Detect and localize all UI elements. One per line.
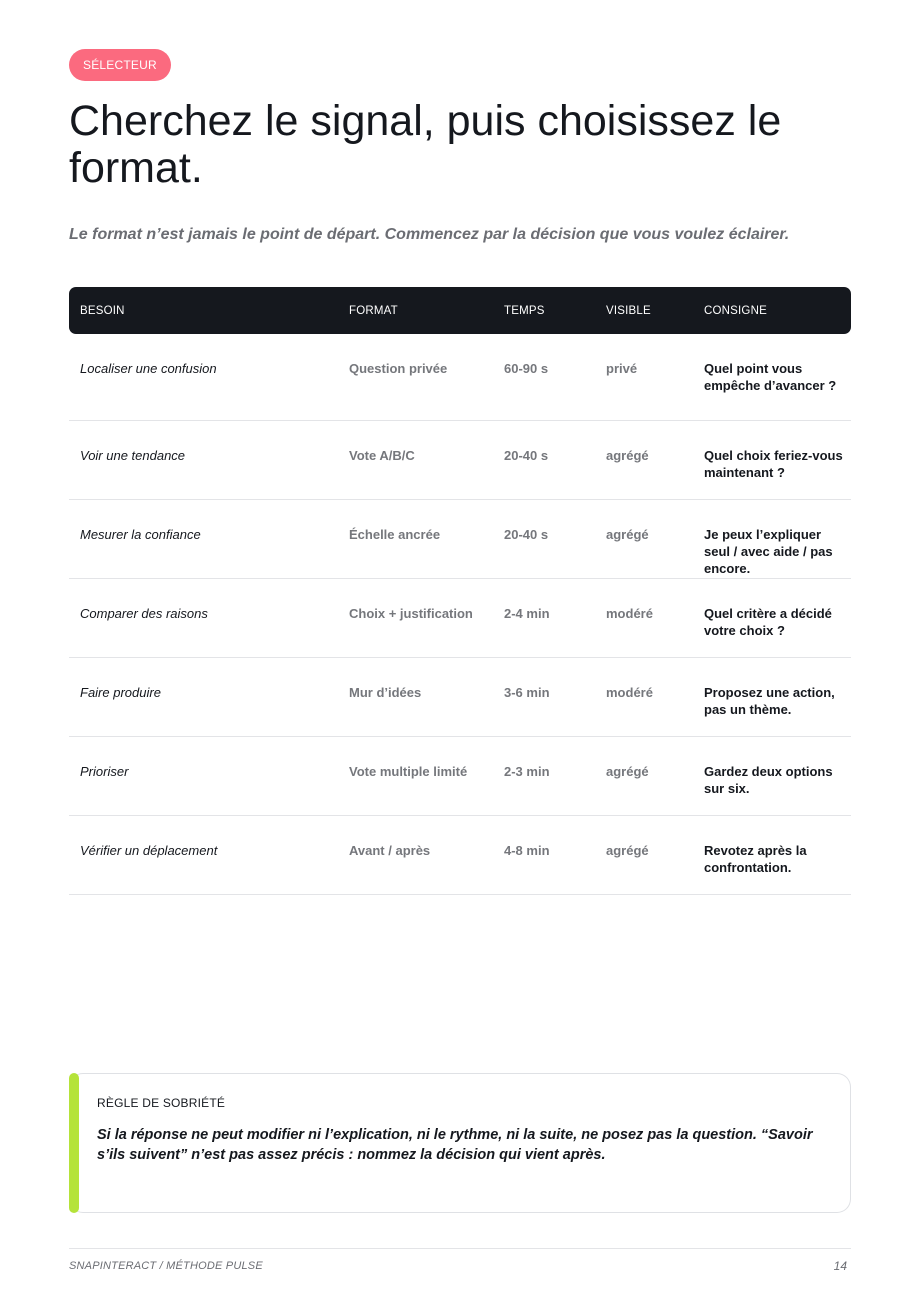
table-row bbox=[69, 658, 851, 737]
cell-visible: modéré bbox=[606, 606, 653, 621]
header-visible: VISIBLE bbox=[606, 304, 651, 317]
cell-visible: privé bbox=[606, 361, 638, 376]
format-selector-table bbox=[69, 287, 851, 895]
table-row bbox=[69, 816, 851, 895]
section-tag: SÉLECTEUR bbox=[69, 49, 171, 81]
page-number: 14 bbox=[833, 1259, 847, 1273]
cell-format: Choix + justification bbox=[349, 606, 473, 621]
cell-visible: modéré bbox=[606, 685, 653, 700]
header-format: FORMAT bbox=[349, 304, 398, 317]
cell-temps: 20-40 s bbox=[504, 527, 549, 542]
callout-label: RÈGLE DE SOBRIÉTÉ bbox=[97, 1096, 226, 1110]
table-row bbox=[69, 334, 851, 421]
cell-temps: 60-90 s bbox=[504, 361, 549, 376]
cell-temps: 2-3 min bbox=[504, 764, 550, 779]
table-row bbox=[69, 500, 851, 579]
cell-besoin: Voir une tendance bbox=[80, 448, 186, 463]
cell-consigne: Quel critère a décidé votre choix ? bbox=[704, 606, 832, 638]
callout-text: Si la réponse ne peut modifier ni l’explication, ni le rythme, ni la suite, ne posez pas la question. “Savoir s’ils suivent” n’est pas assez précis : nommez la décision qui vient après. bbox=[97, 1127, 813, 1163]
cell-besoin: Prioriser bbox=[80, 764, 129, 779]
cell-visible: agrégé bbox=[606, 843, 649, 858]
cell-temps: 3-6 min bbox=[504, 685, 550, 700]
cell-temps: 2-4 min bbox=[504, 606, 550, 621]
footer-divider bbox=[69, 1248, 851, 1249]
cell-consigne: Proposez une action, pas un thème. bbox=[704, 685, 835, 717]
cell-format: Question privée bbox=[349, 361, 448, 376]
cell-consigne: Je peux l’expliquer seul / avec aide / pas encore. bbox=[704, 527, 833, 576]
lead-text: Le format n’est jamais le point de départ. Commencez par la décision que vous voulez éclairer. bbox=[69, 226, 790, 243]
cell-format: Avant / après bbox=[349, 843, 431, 858]
cell-format: Vote A/B/C bbox=[349, 448, 415, 463]
cell-consigne: Revotez après la confrontation. bbox=[704, 843, 807, 875]
cell-consigne: Gardez deux options sur six. bbox=[704, 764, 833, 796]
header-besoin: BESOIN bbox=[80, 304, 125, 317]
table-row bbox=[69, 737, 851, 816]
cell-besoin: Faire produire bbox=[80, 685, 161, 700]
sobriety-rule-callout bbox=[69, 1073, 851, 1213]
table-row bbox=[69, 579, 851, 658]
footer-brand: SNAPINTERACT / MÉTHODE PULSE bbox=[69, 1260, 263, 1272]
cell-besoin: Vérifier un déplacement bbox=[80, 843, 218, 858]
cell-besoin: Localiser une confusion bbox=[80, 361, 217, 376]
cell-consigne: Quel choix feriez-vous maintenant ? bbox=[704, 448, 843, 480]
table-header bbox=[69, 287, 851, 334]
cell-besoin: Comparer des raisons bbox=[80, 606, 208, 621]
cell-visible: agrégé bbox=[606, 448, 649, 463]
cell-visible: agrégé bbox=[606, 527, 649, 542]
cell-visible: agrégé bbox=[606, 764, 649, 779]
cell-temps: 4-8 min bbox=[504, 843, 550, 858]
header-temps: TEMPS bbox=[504, 304, 545, 317]
callout-accent-bar bbox=[69, 1073, 79, 1213]
cell-format: Mur d’idées bbox=[349, 685, 422, 700]
cell-format: Échelle ancrée bbox=[349, 527, 441, 542]
header-consigne: CONSIGNE bbox=[704, 304, 767, 317]
cell-consigne: Quel point vous empêche d’avancer ? bbox=[704, 361, 837, 393]
page-title: Cherchez le signal, puis choisissez le format. bbox=[69, 97, 782, 192]
cell-temps: 20-40 s bbox=[504, 448, 549, 463]
table-body bbox=[69, 334, 851, 895]
cell-format: Vote multiple limité bbox=[349, 764, 468, 779]
cell-besoin: Mesurer la confiance bbox=[80, 527, 201, 542]
table-row bbox=[69, 421, 851, 500]
